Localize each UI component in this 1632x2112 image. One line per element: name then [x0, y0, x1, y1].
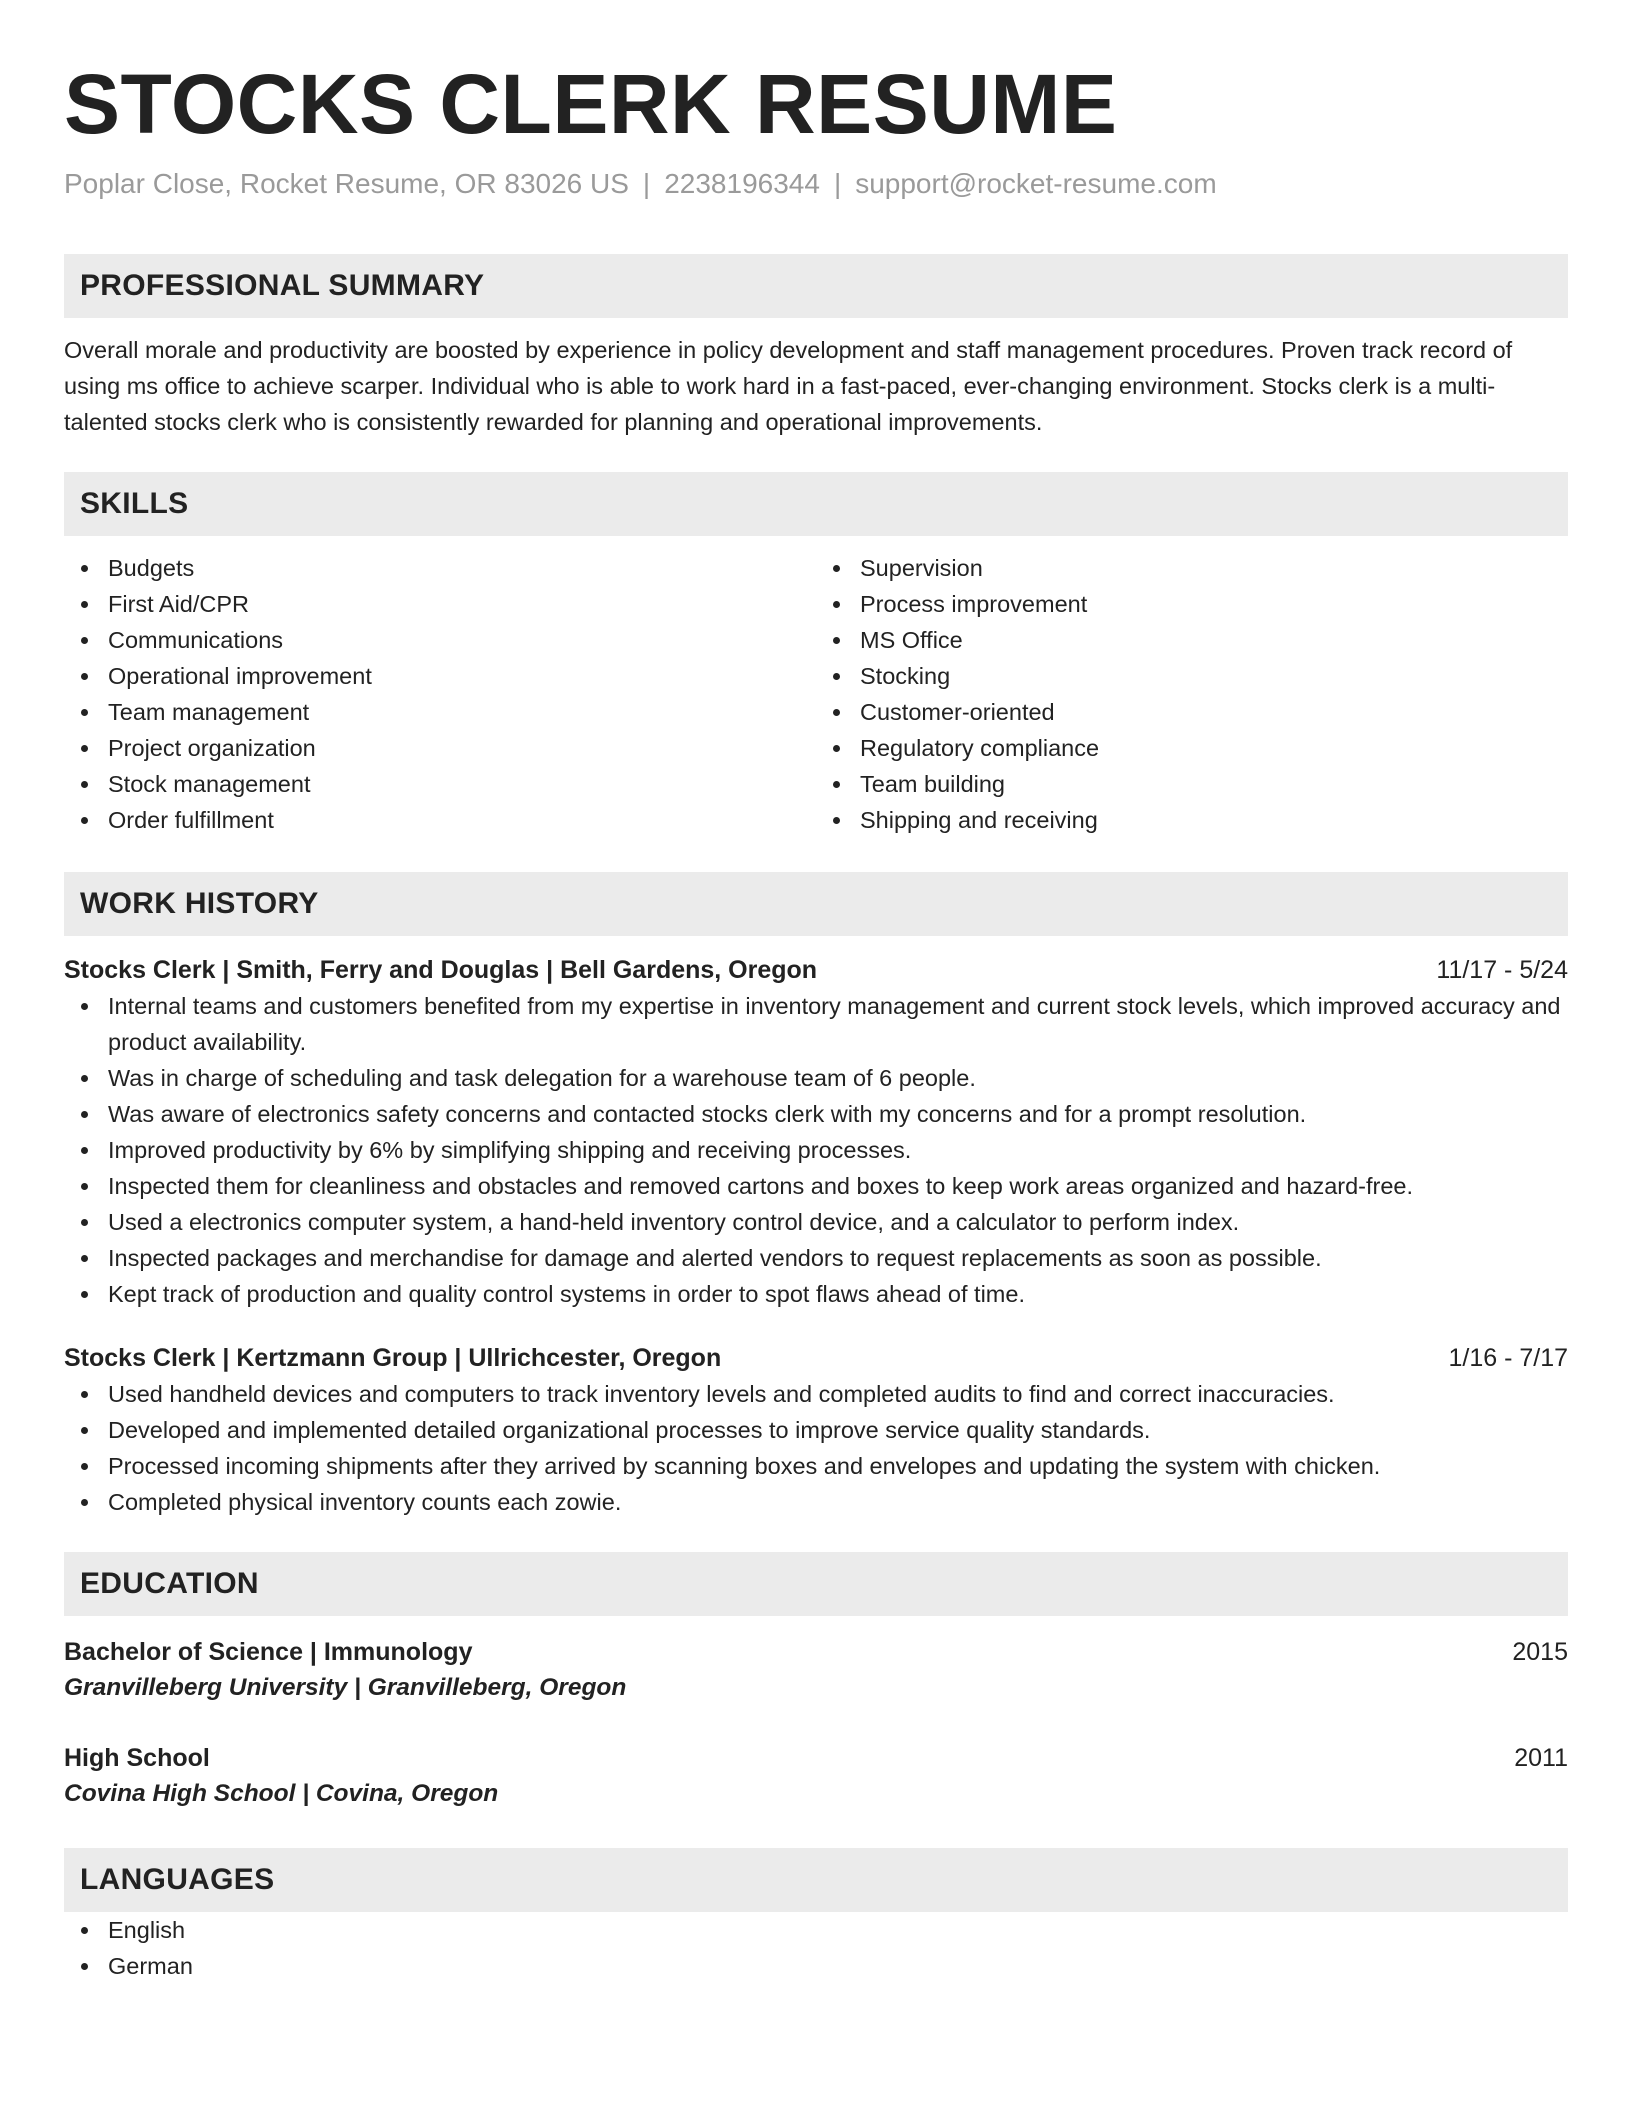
- contact-separator: |: [642, 168, 651, 199]
- job-bullet: Developed and implemented detailed organizational processes to improve service quality standards.: [108, 1412, 1568, 1448]
- skill-item: Supervision: [860, 550, 1568, 586]
- languages-list: [64, 1912, 1568, 1984]
- skill-item: Process improvement: [860, 586, 1568, 622]
- job-entry: [64, 952, 1568, 1312]
- education-degree: High School: [64, 1744, 210, 1772]
- job-bullet: Was aware of electronics safety concerns and contacted stocks clerk with my concerns and for a prompt resolution.: [108, 1096, 1568, 1132]
- skill-item: Operational improvement: [108, 658, 816, 694]
- language-item: German: [108, 1948, 1568, 1984]
- resume-title: STOCKS CLERK RESUME: [64, 57, 1118, 151]
- contact-phone: 2238196344: [664, 168, 820, 199]
- education-school: Granvilleberg University | Granvilleberg, Oregon: [64, 1674, 627, 1701]
- job-bullet: Used handheld devices and computers to track inventory levels and completed audits to find and correct inaccuracies.: [108, 1376, 1568, 1412]
- education-header: [64, 1740, 1568, 1776]
- skill-item: Communications: [108, 622, 816, 658]
- education-year: 2011: [1514, 1744, 1568, 1772]
- skill-item: Team management: [108, 694, 816, 730]
- summary-text: Overall morale and productivity are boosted by experience in policy development and staff management procedures. Proven track record of using ms office to achieve scarper. Individual who is able to work hard in a fast-paced, ever-changing environment. Stocks clerk is a multi-talented stocks clerk who is consistently rewarded for planning and operational improvements.: [64, 337, 1513, 435]
- contact-email: support@rocket-resume.com: [855, 168, 1217, 199]
- section-header-education: EDUCATION: [64, 1552, 1568, 1616]
- section-header-summary: PROFESSIONAL SUMMARY: [64, 254, 1568, 318]
- education-school: Covina High School | Covina, Oregon: [64, 1780, 499, 1807]
- job-title: Stocks Clerk | Smith, Ferry and Douglas | Bell Gardens, Oregon: [64, 956, 818, 984]
- skill-item: Project organization: [108, 730, 816, 766]
- skills-grid: [64, 550, 1568, 838]
- skill-item: Order fulfillment: [108, 802, 816, 838]
- job-bullet: Internal teams and customers benefited from my expertise in inventory management and current stock levels, which improved accuracy and product availability.: [108, 988, 1568, 1060]
- job-header: [64, 952, 1568, 988]
- job-bullet: Was in charge of scheduling and task delegation for a warehouse team of 6 people.: [108, 1060, 1568, 1096]
- job-entry: [64, 1340, 1568, 1520]
- job-bullet: Improved productivity by 6% by simplifying shipping and receiving processes.: [108, 1132, 1568, 1168]
- job-bullet: Used a electronics computer system, a hand-held inventory control device, and a calculator to perform index.: [108, 1204, 1568, 1240]
- skill-item: Stocking: [860, 658, 1568, 694]
- skill-item: Regulatory compliance: [860, 730, 1568, 766]
- job-dates: 11/17 - 5/24: [1436, 956, 1568, 984]
- skill-item: MS Office: [860, 622, 1568, 658]
- job-header: [64, 1340, 1568, 1376]
- job-bullet: Kept track of production and quality control systems in order to spot flaws ahead of time.: [108, 1276, 1568, 1312]
- education-entry: [64, 1634, 1568, 1706]
- contact-line: [64, 164, 1568, 204]
- job-bullet: Inspected them for cleanliness and obstacles and removed cartons and boxes to keep work areas organized and hazard-free.: [108, 1168, 1568, 1204]
- job-bullet: Completed physical inventory counts each zowie.: [108, 1484, 1568, 1520]
- skills-column-left: [64, 550, 816, 838]
- language-item: English: [108, 1912, 1568, 1948]
- skill-item: Shipping and receiving: [860, 802, 1568, 838]
- job-title: Stocks Clerk | Kertzmann Group | Ullrichcester, Oregon: [64, 1344, 722, 1372]
- skill-item: Team building: [860, 766, 1568, 802]
- education-year: 2015: [1512, 1638, 1568, 1666]
- skill-item: Customer-oriented: [860, 694, 1568, 730]
- skill-item: First Aid/CPR: [108, 586, 816, 622]
- skill-item: Stock management: [108, 766, 816, 802]
- education-degree: Bachelor of Science | Immunology: [64, 1638, 473, 1666]
- job-bullet-list: [64, 1376, 1568, 1520]
- job-bullet-list: [64, 988, 1568, 1312]
- job-dates: 1/16 - 7/17: [1448, 1344, 1568, 1372]
- section-header-languages: LANGUAGES: [64, 1848, 1568, 1912]
- contact-separator: |: [833, 168, 842, 199]
- skills-column-right: [816, 550, 1568, 838]
- education-entry: [64, 1740, 1568, 1812]
- job-bullet: Processed incoming shipments after they arrived by scanning boxes and envelopes and updating the system with chicken.: [108, 1448, 1568, 1484]
- education-header: [64, 1634, 1568, 1670]
- section-header-work-history: WORK HISTORY: [64, 872, 1568, 936]
- job-bullet: Inspected packages and merchandise for damage and alerted vendors to request replacements as soon as possible.: [108, 1240, 1568, 1276]
- skill-item: Budgets: [108, 550, 816, 586]
- section-header-skills: SKILLS: [64, 472, 1568, 536]
- contact-address: Poplar Close, Rocket Resume, OR 83026 US: [64, 168, 629, 199]
